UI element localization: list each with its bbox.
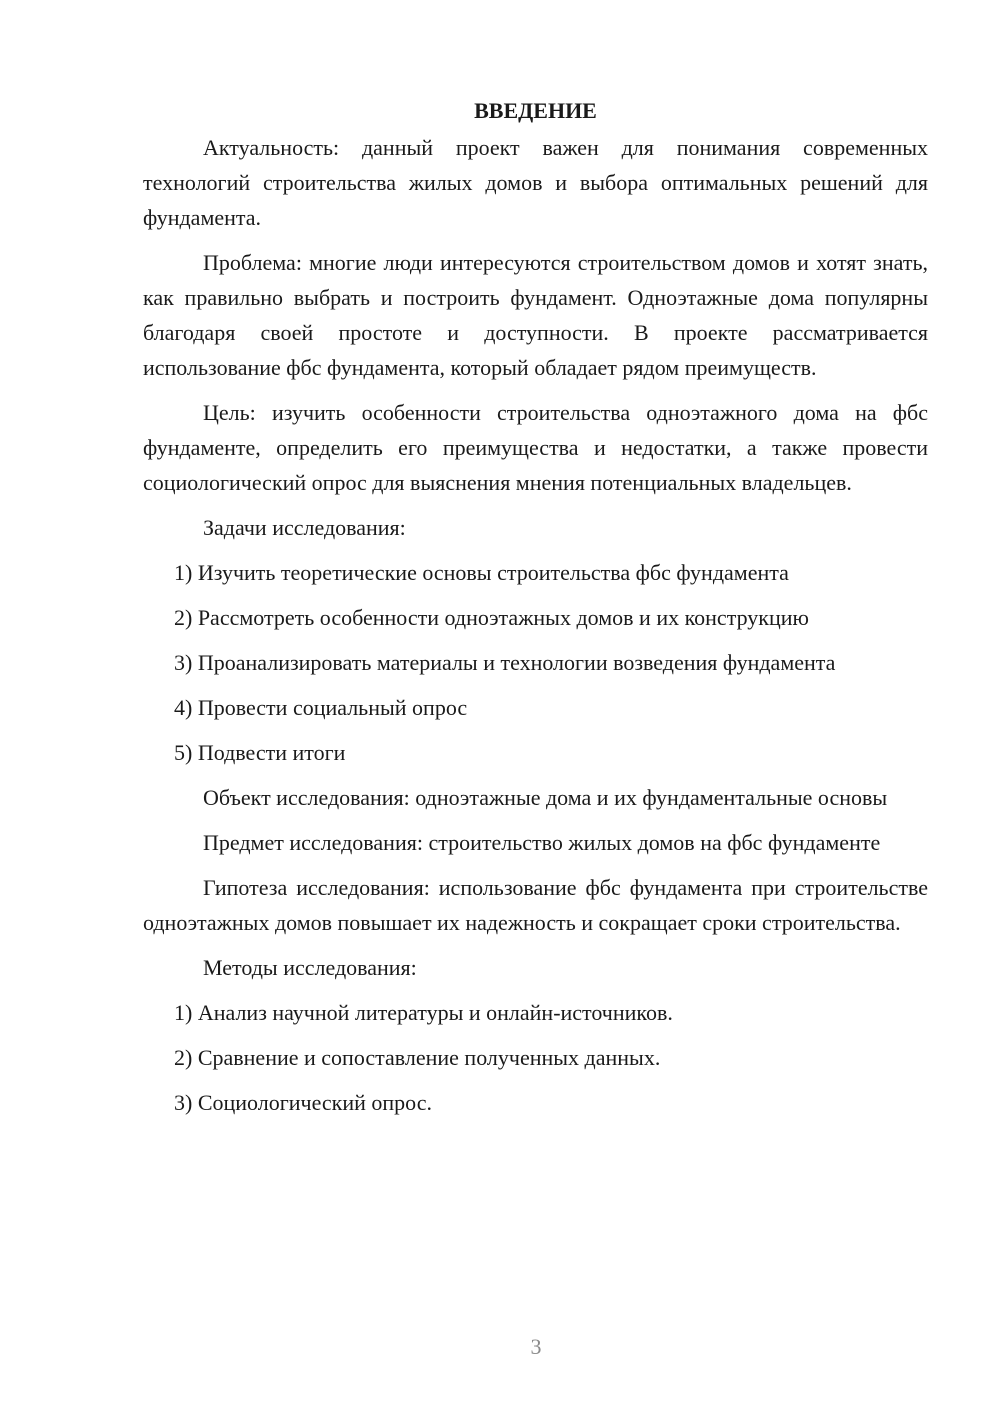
list-item: 1) Анализ научной литературы и онлайн-источников. bbox=[174, 1000, 673, 1025]
list-item: 4) Провести социальный опрос bbox=[174, 695, 468, 720]
list-item: 1) Изучить теоретические основы строительства фбс фундамента bbox=[174, 560, 789, 585]
methods-heading: Методы исследования: bbox=[203, 955, 417, 980]
list-item: 3) Социологический опрос. bbox=[174, 1090, 432, 1115]
tasks-list bbox=[143, 555, 928, 770]
list-item: 3) Проанализировать материалы и технологии возведения фундамента bbox=[174, 650, 836, 675]
goal-paragraph: Цель: изучить особенности строительства одноэтажного дома на фбс фундаменте, определить его преимущества и недостатки, а также провести социологический опрос для выяснения мнения потенциальных владельцев. bbox=[143, 400, 928, 495]
tasks-heading: Задачи исследования: bbox=[203, 515, 406, 540]
hypothesis-paragraph: Гипотеза исследования: использование фбс фундамента при строительстве одноэтажных домов повышает их надежность и сокращает сроки строительства. bbox=[143, 875, 928, 935]
list-item: 2) Сравнение и сопоставление полученных данных. bbox=[174, 1045, 661, 1070]
subject-paragraph: Предмет исследования: строительство жилых домов на фбс фундаменте bbox=[203, 830, 881, 855]
list-item: 5) Подвести итоги bbox=[174, 740, 346, 765]
page-content bbox=[143, 93, 928, 1130]
page-number: 3 bbox=[530, 1334, 542, 1359]
list-item: 2) Рассмотреть особенности одноэтажных домов и их конструкцию bbox=[174, 605, 809, 630]
object-paragraph: Объект исследования: одноэтажные дома и их фундаментальные основы bbox=[203, 785, 888, 810]
relevance-paragraph: Актуальность: данный проект важен для понимания современных технологий строительства жилых домов и выбора оптимальных решений для фундамента. bbox=[143, 135, 928, 230]
methods-list bbox=[143, 995, 928, 1120]
problem-paragraph: Проблема: многие люди интересуются строительством домов и хотят знать, как правильно выбрать и построить фундамент. Одноэтажные дома популярны благодаря своей простоте и доступности. В проекте рассматривается использование фбс фундамента, который обладает рядом преимуществ. bbox=[143, 250, 928, 380]
page-title: ВВЕДЕНИЕ bbox=[474, 98, 597, 123]
